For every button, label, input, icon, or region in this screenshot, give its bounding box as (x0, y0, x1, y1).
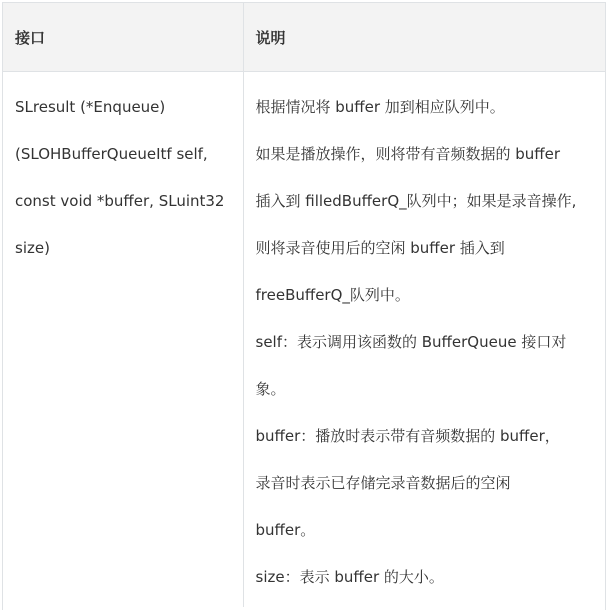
description-line: 录音时表示已存储完录音数据后的空闲 (255, 473, 511, 492)
api-table-container (2, 2, 606, 610)
description-line: 插入到 filledBufferQ_队列中；如果是录音操作, (255, 191, 577, 210)
description-line: 象。 (255, 379, 286, 398)
table-header (3, 3, 605, 71)
header-description: 说明 (243, 3, 605, 71)
interface-line: size) (15, 238, 50, 257)
description-line: 则将录音使用后的空闲 buffer 插入到 (255, 238, 505, 257)
description-line: buffer。 (255, 520, 316, 539)
description-line: freeBufferQ_队列中。 (255, 285, 410, 304)
description-line: buffer：播放时表示带有音频数据的 buffer， (255, 426, 560, 445)
table-row (3, 71, 605, 607)
interface-cell (3, 71, 243, 607)
api-table (3, 3, 605, 607)
interface-line: SLresult (*Enqueue) (15, 97, 166, 116)
description-line: size：表示 buffer 的大小。 (255, 567, 444, 586)
header-row (3, 3, 605, 71)
description-cell (243, 71, 605, 607)
header-interface: 接口 (15, 29, 46, 47)
interface-line: (SLOHBufferQueueItf self, (15, 144, 208, 163)
description-line: self：表示调用该函数的 BufferQueue 接口对 (255, 332, 567, 351)
description-line: 根据情况将 buffer 加到相应队列中。 (255, 97, 505, 116)
interface-line: const void *buffer, SLuint32 (15, 191, 225, 210)
description-line: 如果是播放操作，则将带有音频数据的 buffer (255, 144, 561, 163)
